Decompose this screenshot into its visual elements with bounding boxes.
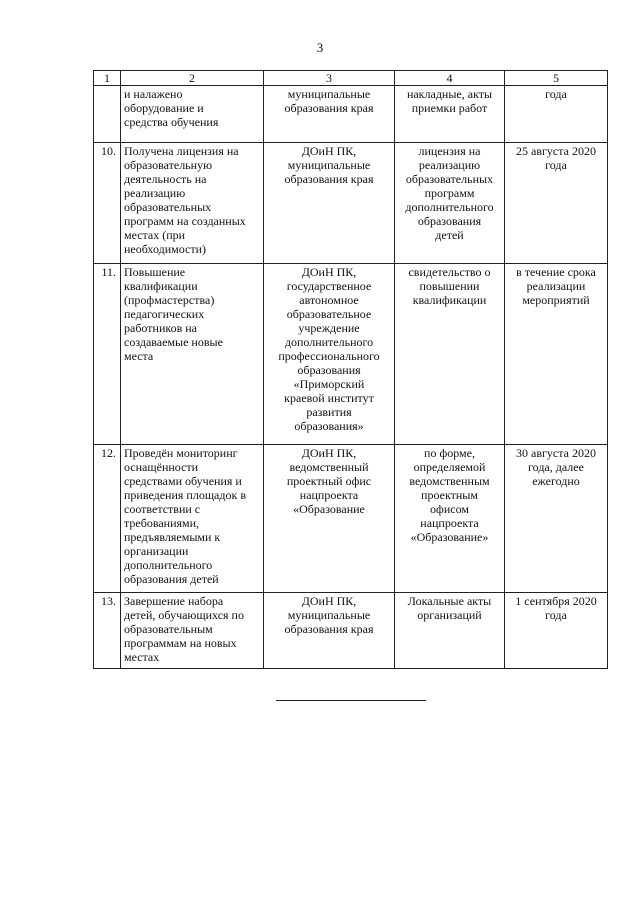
row-number: 12.: [94, 445, 121, 593]
row-document: лицензия на реализацию образовательных программ дополнительного образования детей: [395, 143, 505, 264]
row-executor: ДОиН ПК, государственное автономное образовательное учреждение дополнительного профессионального образования «Приморский краевой институт развития образования»: [264, 264, 395, 445]
row-executor: ДОиН ПК, муниципальные образования края: [264, 593, 395, 669]
row-task: Получена лицензия на образовательную деятельность на реализацию образовательных программ на созданных местах (при необходимости): [121, 143, 264, 264]
column-number-4: 4: [395, 71, 505, 86]
closing-divider-line: [276, 700, 426, 701]
row-task: и налажено оборудование и средства обучения: [121, 86, 264, 143]
table-row: [94, 86, 608, 143]
row-date: 25 августа 2020 года: [505, 143, 608, 264]
row-document: накладные, акты приемки работ: [395, 86, 505, 143]
page-number: 3: [316, 40, 324, 55]
row-number: 10.: [94, 143, 121, 264]
row-number: 13.: [94, 593, 121, 669]
column-number-5: 5: [505, 71, 608, 86]
row-executor: муниципальные образования края: [264, 86, 395, 143]
table-row: [94, 593, 608, 669]
column-number-1: 1: [94, 71, 121, 86]
row-number: [94, 86, 121, 143]
column-number-3: 3: [264, 71, 395, 86]
row-number: 11.: [94, 264, 121, 445]
row-document: Локальные акты организаций: [395, 593, 505, 669]
table-header-row: [94, 71, 608, 86]
row-date: 1 сентября 2020 года: [505, 593, 608, 669]
row-document: по форме, определяемой ведомственным проектным офисом нацпроекта «Образование»: [395, 445, 505, 593]
row-document: свидетельство о повышении квалификации: [395, 264, 505, 445]
row-task: Повышение квалификации (профмастерства) педагогических работников на создаваемые новые места: [121, 264, 264, 445]
measures-table: [93, 70, 608, 669]
row-executor: ДОиН ПК, ведомственный проектный офис нацпроекта «Образование: [264, 445, 395, 593]
table-row: [94, 264, 608, 445]
row-date: в течение срока реализации мероприятий: [505, 264, 608, 445]
table-row: [94, 445, 608, 593]
row-date: 30 августа 2020 года, далее ежегодно: [505, 445, 608, 593]
table-row: [94, 143, 608, 264]
row-task: Проведён мониторинг оснащённости средствами обучения и приведения площадок в соответствии с требованиями, предъявляемыми к организации дополнительного образования детей: [121, 445, 264, 593]
row-date: года: [505, 86, 608, 143]
row-executor: ДОиН ПК, муниципальные образования края: [264, 143, 395, 264]
row-task: Завершение набора детей, обучающихся по образовательным программам на новых местах: [121, 593, 264, 669]
column-number-2: 2: [121, 71, 264, 86]
